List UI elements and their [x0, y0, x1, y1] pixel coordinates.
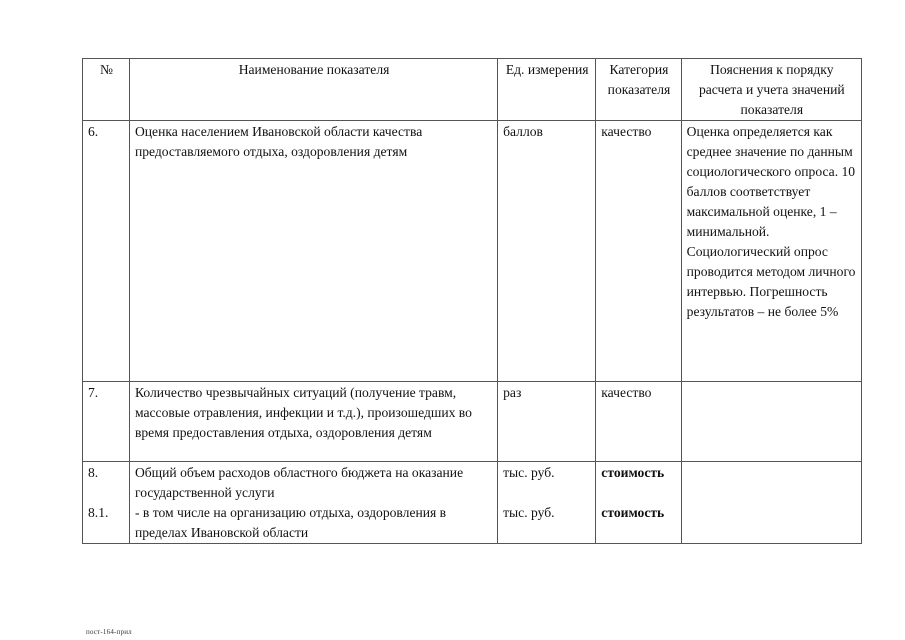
- row-name-group: [129, 462, 497, 544]
- row-unit: раз: [498, 382, 596, 462]
- row-category: стоимость: [601, 465, 665, 480]
- row-name: Общий объем расходов областного бюджета на оказание государственной услуги: [134, 465, 464, 500]
- row-explanation-empty: [681, 462, 861, 544]
- header-num: №: [83, 59, 130, 121]
- header-name: Наименование показателя: [129, 59, 497, 121]
- table-row: [83, 121, 862, 382]
- row-num: 6.: [83, 121, 130, 382]
- header-explanation: Пояснения к порядку расчета и учета значений показателя: [681, 59, 861, 121]
- header-category: Категория показателя: [596, 59, 681, 121]
- row-unit: баллов: [498, 121, 596, 382]
- row-category-sub: стоимость: [601, 505, 665, 520]
- row-num: 7.: [83, 382, 130, 462]
- row-name: Количество чрезвычайных ситуаций (получение травм, массовые отравления, инфекции и т.д.), произошедших во время предоставления отдыха, оздоровления детям: [129, 382, 497, 462]
- row-num-sub: 8.1.: [88, 505, 109, 520]
- header-unit: Ед. измерения: [498, 59, 596, 121]
- row-unit-group: [498, 462, 596, 544]
- row-category: качество: [596, 121, 681, 382]
- row-name-sub: - в том числе на организацию отдыха, оздоровления в пределах Ивановской области: [134, 505, 447, 540]
- row-num: 8.: [88, 465, 99, 480]
- row-category-group: [596, 462, 681, 544]
- row-category: качество: [596, 382, 681, 462]
- footer-file-label: пост-164-прил: [86, 628, 132, 636]
- row-num-group: [83, 462, 130, 544]
- row-explanation: [681, 382, 861, 462]
- indicators-table: [82, 58, 862, 544]
- table-row: [83, 382, 862, 462]
- table-row: [83, 462, 862, 544]
- row-name: Оценка населением Ивановской области качества предоставляемого отдыха, оздоровления детям: [129, 121, 497, 382]
- header-row: [83, 59, 862, 121]
- row-unit: тыс. руб.: [503, 465, 555, 480]
- row-explanation: Оценка определяется как среднее значение по данным социологического опроса. 10 баллов соответствует максимальной оценке, 1 – минимальной. Социологический опрос проводится методом личного интервью. Погрешность результатов – не более 5%: [681, 121, 861, 382]
- row-unit-sub: тыс. руб.: [503, 505, 555, 520]
